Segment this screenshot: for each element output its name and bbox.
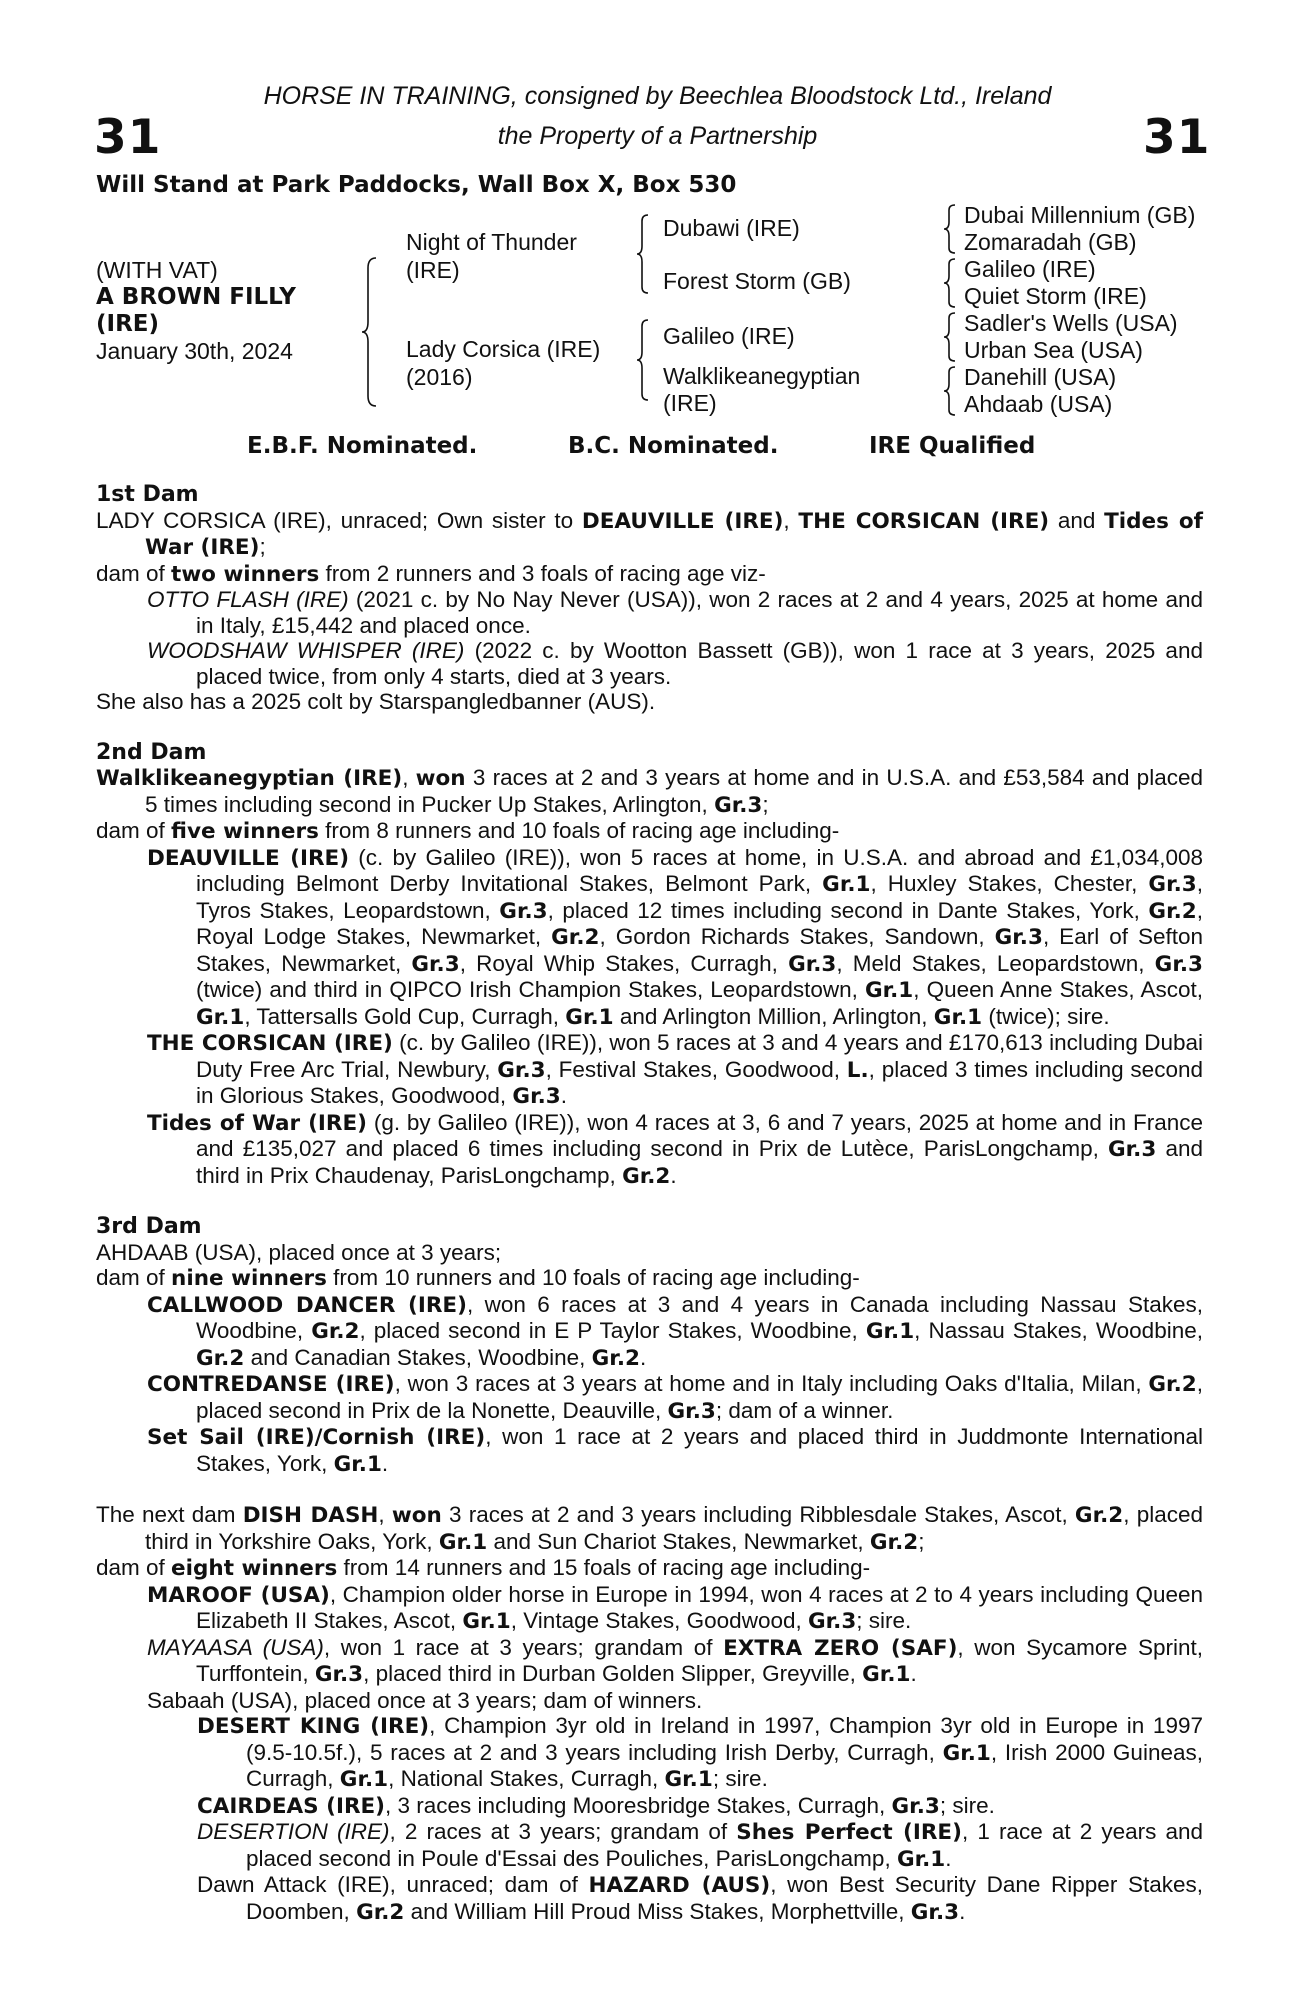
horse-name: Set Sail (IRE)/Cornish (IRE) [147, 1425, 486, 1450]
sire-sire: Dubawi (IRE) [663, 215, 800, 241]
grade: Gr.1 [339, 1767, 389, 1792]
text: and [1049, 507, 1105, 533]
grade: Gr.3 [667, 1398, 716, 1424]
text: , placed second in E P Taylor Stakes, Woodbine, [359, 1318, 866, 1343]
text: , Gordon Richards Stakes, Sandown, [599, 924, 995, 949]
text: (c. by Galileo (IRE)), won 5 races at 3 and 4 years and £170,613 including Dubai Duty Free Arc Trial, Newbury, [196, 1030, 1204, 1082]
grade: Gr.3 [1154, 951, 1203, 977]
box-location: Will Stand at Park Paddocks, Wall Box X, Box 530 [96, 172, 737, 198]
text: , won Sycamore Sprint, Turffontein, [196, 1634, 1203, 1686]
text: , Queen Anne Stakes, Ascot, [913, 977, 1203, 1002]
text: ; [918, 1528, 925, 1554]
grade: Gr.3 [497, 1057, 546, 1083]
grade: Gr.3 [994, 925, 1043, 950]
grade: Gr.3 [499, 898, 548, 924]
first-dam-heading: 1st Dam [96, 482, 199, 507]
grade: Gr.1 [565, 1004, 614, 1030]
text: , Irish 2000 Guineas, Curragh, [246, 1739, 1203, 1791]
dam-dam-suffix: (IRE) [663, 390, 717, 416]
dam-name: Lady Corsica (IRE) [406, 336, 601, 362]
produce-deauville [96, 845, 1203, 1031]
horse-name: DESERT KING (IRE) [197, 1714, 430, 1739]
grade: Gr.1 [865, 1319, 915, 1344]
text: dam of [96, 818, 172, 843]
text: LADY CORSICA (IRE), unraced; Own sister to [96, 507, 582, 533]
text: ; [762, 791, 769, 817]
horse-name: DEAUVILLE (IRE) [581, 508, 784, 534]
text: , won 6 races at 3 and 4 years in Canada including Nassau Stakes, Woodbine, [196, 1291, 1203, 1343]
sire-name: Night of Thunder [406, 229, 577, 255]
text: from 14 runners and 15 foals of racing age including- [337, 1555, 871, 1580]
lot-breeding: (IRE) [96, 311, 160, 337]
text: , placed third in Yorkshire Oaks, York, [145, 1502, 1203, 1554]
grade: Gr.3 [788, 951, 837, 977]
text: and Sun Chariot Stakes, Newmarket, [487, 1528, 870, 1554]
second-dam-entry [96, 765, 1203, 818]
g3-6: Urban Sea (USA) [964, 337, 1143, 363]
text: , National Stakes, Curragh, [388, 1766, 665, 1791]
g3-1: Dubai Millennium (GB) [964, 202, 1196, 228]
dam-dam: Walklikeanegyptian [663, 363, 861, 389]
text: , 3 races including Mooresbridge Stakes, Curragh, [385, 1792, 892, 1818]
family-notes [96, 482, 1203, 1925]
text: The next dam [96, 1502, 243, 1527]
horse-name: Tides of War (IRE) [145, 508, 1204, 560]
text: , placed third in Durban Golden Slipper, Greyville, [363, 1661, 863, 1686]
produce-woodshaw-whisper [96, 638, 1203, 689]
g3-4: Quiet Storm (IRE) [964, 283, 1147, 309]
consignor-line: HORSE IN TRAINING, consigned by Beechlea Bloodstock Ltd., Ireland [263, 82, 1052, 110]
text: , Huxley Stakes, Chester, [870, 871, 1149, 896]
grade: Gr.2 [1074, 1503, 1124, 1528]
grade: Gr.3 [411, 951, 460, 977]
text: , won Best Security Dane Ripper Stakes, Doomben, [246, 1872, 1203, 1924]
grade: Gr.2 [591, 1345, 640, 1371]
horse-name: MAROOF (USA) [147, 1582, 330, 1608]
grade: Gr.1 [933, 1004, 983, 1030]
grade: Gr.1 [822, 872, 871, 897]
horse-name: Walklikeanegyptian (IRE) [96, 766, 403, 791]
text: , [402, 765, 416, 790]
text: , won 3 races at 3 years at home and in Italy including Oaks d'Italia, Milan, [394, 1371, 1149, 1396]
produce-desert-king [96, 1713, 1203, 1793]
text: Dawn Attack (IRE), unraced; dam of [197, 1872, 589, 1897]
text: , Tattersalls Gold Cup, Curragh, [244, 1003, 566, 1029]
text: from 10 runners and 10 foals of racing age including- [326, 1265, 860, 1290]
grade: Gr.1 [333, 1451, 382, 1477]
first-dam-produce [96, 561, 1203, 588]
grade: Gr.2 [356, 1899, 405, 1925]
text: from 2 runners and 3 foals of racing age viz- [319, 560, 766, 586]
g3-brace-2 [943, 257, 959, 309]
produce-callwood-dancer [96, 1292, 1203, 1372]
produce-mayaasa [96, 1635, 1203, 1688]
text: , 2 races at 3 years; grandam of [389, 1819, 737, 1844]
produce-dawn-attack [96, 1872, 1203, 1925]
text: , [378, 1502, 392, 1527]
grade: Gr.2 [311, 1319, 360, 1344]
text: ; [259, 534, 266, 559]
text: . [670, 1162, 677, 1188]
grade: Gr.1 [462, 1609, 511, 1634]
sire-line-brace [636, 213, 652, 295]
grade: Gr.3 [314, 1662, 364, 1687]
horse-name: MAYAASA (USA) [147, 1634, 324, 1660]
g3-8: Ahdaab (USA) [964, 391, 1113, 417]
text: , placed 12 times including second in Dante Stakes, York, [547, 897, 1149, 923]
sire-dam-brace [362, 256, 382, 408]
produce-the-corsican [96, 1030, 1203, 1110]
horse-name: DISH DASH [242, 1503, 379, 1528]
text: ; dam of a winner. [715, 1397, 894, 1423]
grade: Gr.1 [438, 1529, 488, 1555]
text: and Arlington Million, Arlington, [613, 1003, 934, 1029]
text: (twice); sire. [982, 1003, 1110, 1029]
next-dam-produce [96, 1555, 1203, 1582]
dam-line-brace [636, 318, 652, 402]
text: , Earl of Sefton Stakes, Newmarket, [196, 924, 1203, 976]
g3-brace-3 [943, 311, 959, 363]
horse-name: CAIRDEAS (IRE) [197, 1793, 386, 1819]
horse-name: Shes Perfect (IRE) [736, 1820, 962, 1845]
text: from 8 runners and 10 foals of racing age including- [318, 818, 840, 843]
produce-contredanse [96, 1371, 1203, 1424]
text: , won 1 race at 3 years; grandam of [323, 1634, 724, 1660]
horse-name: EXTRA ZERO (SAF) [723, 1635, 958, 1661]
text: , 1 race at 2 years and placed second in Poule d'Essai des Pouliches, ParisLongchamp, [246, 1819, 1203, 1871]
first-dam-entry [96, 508, 1203, 561]
ebf-nomination: E.B.F. Nominated. [247, 433, 478, 459]
sire-suffix: (IRE) [406, 257, 460, 283]
horse-name: DEAUVILLE (IRE) [147, 845, 350, 871]
winners-count: five winners [171, 819, 319, 844]
text: and William Hill Proud Miss Stakes, Morphettville, [404, 1898, 911, 1924]
text: (twice) and third in QIPCO Irish Champion Stakes, Leopardstown, [196, 977, 865, 1002]
lot-number-right: 31 [1143, 110, 1211, 165]
g3-5: Sadler's Wells (USA) [964, 310, 1178, 336]
horse-name: OTTO FLASH (IRE) [147, 587, 349, 612]
produce-maroof [96, 1582, 1203, 1635]
grade: Gr.2 [551, 925, 600, 950]
text: , Royal Lodge Stakes, Newmarket, [196, 897, 1203, 949]
text: , Royal Whip Stakes, Curragh, [459, 950, 789, 976]
produce-set-sail [96, 1424, 1203, 1477]
dam-year: (2016) [406, 364, 473, 390]
text: , won 1 race at 2 years and placed third in Juddmonte International Stakes, York, [196, 1424, 1203, 1476]
text: (2021 c. by No Nay Never (USA)), won 2 races at 2 and 4 years, 2025 at home and in Italy, £15,442 and placed once. [196, 587, 1203, 638]
text: , Champion 3yr old in Ireland in 1997, Champion 3yr old in Europe in 1997 (9.5-10.5f.), 5 races at 2 and 3 years including Irish Derby, Curragh, [246, 1713, 1203, 1765]
g3-brace-1 [943, 203, 959, 255]
second-dam-heading: 2nd Dam [96, 739, 207, 765]
dam-sire: Galileo (IRE) [663, 323, 795, 349]
won-label: won [391, 1503, 442, 1528]
text: (c. by Galileo (IRE)), won 5 races at home, in U.S.A. and abroad and £1,034,008 including Belmont Derby Invitational Stakes, Belmont Park, [196, 844, 1204, 896]
third-dam-produce [96, 1265, 1203, 1292]
grade: Gr.3 [807, 1609, 857, 1634]
produce-desertion [96, 1819, 1203, 1872]
vat-note: (WITH VAT) [96, 257, 218, 283]
text: 3 races at 2 and 3 years at home and in U.S.A. and £53,584 and placed 5 times including second in Pucker Up Stakes, Arlington, [145, 765, 1203, 817]
winners-count: nine winners [171, 1266, 327, 1291]
grade: Gr.1 [942, 1740, 991, 1766]
second-dam-produce [96, 818, 1203, 845]
winners-count: two winners [171, 561, 320, 587]
ire-qualified: IRE Qualified [869, 433, 1036, 459]
text: , placed 3 times including second in Glorious Stakes, Goodwood, [196, 1056, 1203, 1108]
third-dam-entry: AHDAAB (USA), placed once at 3 years; [96, 1239, 502, 1265]
text: and Canadian Stakes, Woodbine, [244, 1344, 592, 1370]
g3-3: Galileo (IRE) [964, 256, 1096, 282]
g3-7: Danehill (USA) [964, 364, 1117, 390]
foaling-date: January 30th, 2024 [96, 338, 293, 364]
text: dam of [96, 1555, 172, 1580]
lot-description: A BROWN FILLY [96, 284, 296, 310]
grade: Gr.2 [1148, 1372, 1197, 1397]
property-line: the Property of a Partnership [497, 122, 818, 150]
horse-name: CALLWOOD DANCER (IRE) [147, 1292, 467, 1318]
text: 3 races at 2 and 3 years including Ribblesdale Stakes, Ascot, [441, 1502, 1075, 1527]
horse-name: Tides of War (IRE) [147, 1110, 368, 1136]
horse-name: THE CORSICAN (IRE) [147, 1031, 393, 1056]
text: (g. by Galileo (IRE)), won 4 races at 3, 6 and 7 years, 2025 at home and in France and £135,027 and placed 6 times including second in Prix de Lutèce, ParisLongchamp, [196, 1109, 1203, 1161]
grade: Gr.3 [1148, 872, 1197, 897]
horse-name: THE CORSICAN (IRE) [798, 508, 1050, 534]
won-label: won [415, 766, 466, 791]
text: . [945, 1845, 952, 1871]
text: , Festival Stakes, Goodwood, [545, 1056, 847, 1082]
text: ; sire. [712, 1766, 768, 1791]
grade: Gr.2 [196, 1345, 245, 1371]
grade: Gr.1 [864, 978, 914, 1003]
grade: Gr.2 [622, 1163, 671, 1189]
text: , Nassau Stakes, Woodbine, [914, 1318, 1203, 1343]
text: dam of [96, 1265, 172, 1290]
text: ; sire. [856, 1608, 912, 1633]
text: . [959, 1898, 966, 1924]
grade: Gr.1 [664, 1767, 713, 1792]
text: , [783, 507, 799, 533]
text: , Champion older horse in Europe in 1994, won 4 races at 2 to 4 years including Queen Elizabeth II Stakes, Ascot, [196, 1581, 1203, 1633]
grade: Gr.3 [910, 1899, 960, 1925]
produce-sabaah: Sabaah (USA), placed once at 3 years; dam of winners. [147, 1687, 703, 1713]
bc-nomination: B.C. Nominated. [568, 433, 779, 459]
text: (2022 c. by Wootton Bassett (GB)), won 1 race at 3 years, 2025 and placed twice, from only 4 starts, died at 3 years. [196, 638, 1203, 689]
text: . [639, 1344, 647, 1370]
grade: Gr.3 [512, 1084, 561, 1109]
g3-2: Zomaradah (GB) [964, 229, 1137, 255]
text: , placed second in Prix de la Nonette, Deauville, [196, 1371, 1203, 1423]
text: and third in Prix Chaudenay, ParisLongchamp, [196, 1136, 1204, 1188]
horse-name: CONTREDANSE (IRE) [147, 1372, 395, 1397]
produce-otto-flash [96, 587, 1203, 638]
text: , Vintage Stakes, Goodwood, [510, 1608, 808, 1633]
text: ; sire. [939, 1792, 995, 1818]
grade: Gr.2 [1148, 898, 1197, 924]
grade: Gr.1 [896, 1846, 946, 1872]
grade: Gr.1 [196, 1004, 245, 1030]
third-dam-heading: 3rd Dam [96, 1214, 202, 1239]
horse-name: DESERTION (IRE) [197, 1819, 390, 1844]
grade: L. [846, 1057, 869, 1083]
first-dam-also: She also has a 2025 colt by Starspangledbanner (AUS). [96, 689, 656, 714]
horse-name: HAZARD (AUS) [588, 1873, 771, 1898]
grade: Gr.3 [891, 1793, 940, 1819]
grade: Gr.3 [1108, 1137, 1157, 1162]
produce-cairdeas [96, 1793, 1203, 1820]
horse-name: WOODSHAW WHISPER (IRE) [147, 638, 465, 663]
sire-dam: Forest Storm (GB) [663, 268, 851, 294]
text: . [910, 1661, 917, 1686]
text: dam of [96, 560, 172, 586]
g3-brace-4 [943, 365, 959, 417]
text: , Tyros Stakes, Leopardstown, [196, 871, 1203, 923]
winners-count: eight winners [171, 1556, 338, 1581]
produce-tides-of-war [96, 1110, 1203, 1190]
lot-number-left: 31 [94, 110, 162, 165]
grade: Gr.1 [862, 1662, 911, 1687]
text: , Meld Stakes, Leopardstown, [836, 950, 1155, 976]
next-dam-entry [96, 1502, 1203, 1555]
text: . [560, 1083, 567, 1108]
grade: Gr.2 [869, 1529, 919, 1555]
text: . [381, 1450, 389, 1476]
grade: Gr.3 [714, 792, 763, 818]
